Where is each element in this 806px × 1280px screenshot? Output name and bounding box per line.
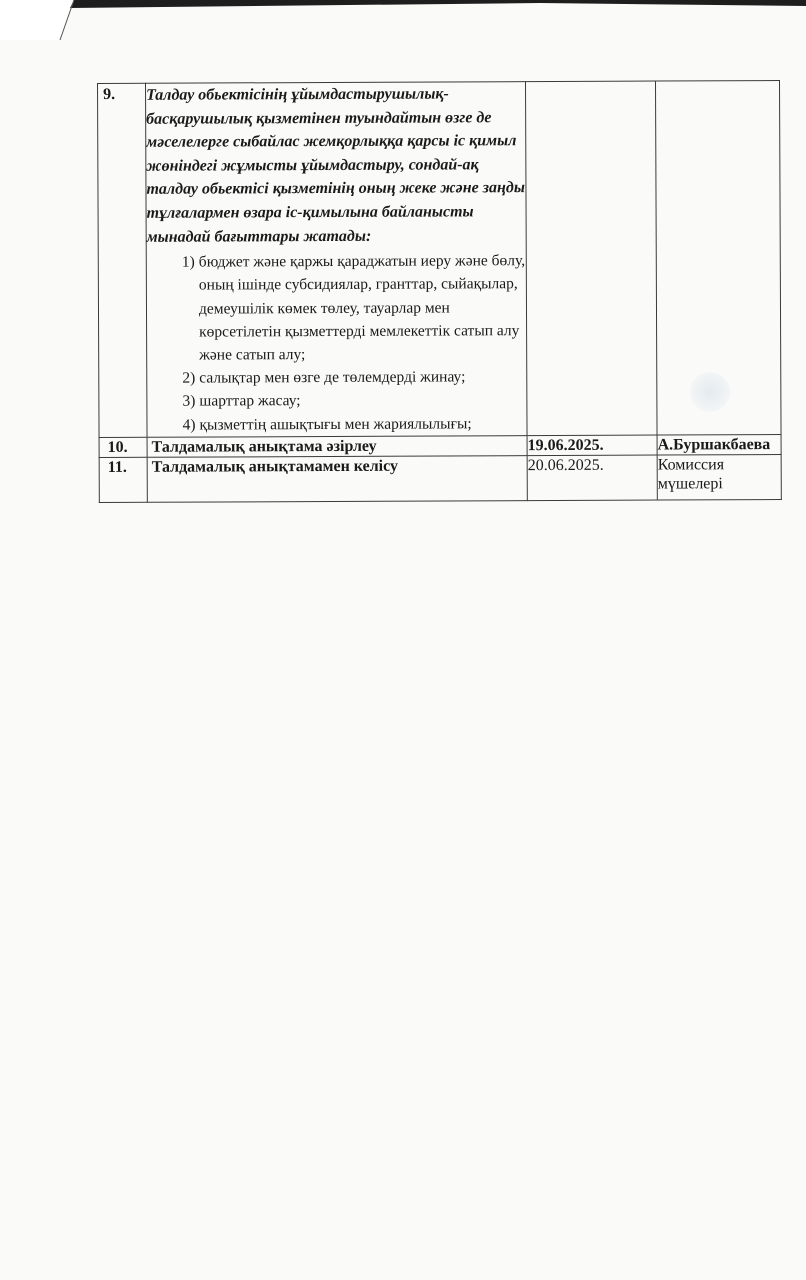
list-item-text: бюджет және қаржы қараджатын иеру және бөлу, оның ішінде субсидиялар, гранттар, сыйақылар, демеушілік көмек төлеу, тауарлар мен көрсетілетін қызметтерді мемлекеттік сатып алу және сатып алу;	[198, 252, 526, 364]
list-item	[147, 365, 526, 390]
list-item-number: 1)	[181, 253, 195, 271]
task-cell	[146, 82, 528, 437]
row-number: 11.	[107, 458, 127, 476]
task-list	[147, 249, 527, 436]
list-item	[147, 389, 526, 414]
table-row	[99, 454, 781, 502]
list-item-number: 4)	[182, 416, 196, 434]
responsible-cell	[655, 81, 781, 435]
list-item-number: 2)	[182, 369, 196, 387]
page-corner-shadow	[0, 0, 806, 40]
plan-table	[97, 80, 782, 503]
list-item-text: шарттар жасау;	[199, 392, 301, 410]
task-cell: Талдамалық анықтама әзірлеу	[147, 435, 527, 457]
date-cell	[525, 81, 657, 435]
row-number-cell	[99, 437, 147, 457]
table-row	[99, 434, 781, 457]
row-number: 9.	[103, 85, 116, 103]
list-item-text: қызметтің ашықтығы мен жариялылығы;	[199, 414, 472, 434]
row-number-cell	[99, 457, 147, 502]
list-item-text: салықтар мен өзге де төлемдерді жинау;	[199, 368, 466, 387]
task-cell: Талдамалық анықтамамен келісу	[147, 455, 527, 502]
task-heading: Талдау обьектісінің ұйымдастырушылық-басқарушылық қызметінен туындайтын өзге де мәселелерге сыбайлас жемқорлыққа қарсы іс қимыл жөніндегі жұмысты ұйымдастыру, сондай-ақ талдау обьектісі қызметінің оның жеке және заңды тұлғалармен өзара іс-қимылына байланысты мынадай бағыттары жатады:	[146, 85, 525, 246]
date-cell: 20.06.2025.	[527, 455, 657, 501]
date-cell: 19.06.2025.	[527, 435, 657, 456]
table-row	[98, 81, 782, 438]
list-item	[147, 412, 526, 437]
row-number: 10.	[107, 438, 128, 456]
responsible-cell: А.Буршакбаева	[657, 434, 781, 455]
responsible-cell: Комиссия мүшелері	[657, 454, 781, 500]
row-number-cell	[98, 83, 148, 437]
list-item	[147, 249, 527, 367]
list-item-number: 3)	[182, 392, 196, 411]
